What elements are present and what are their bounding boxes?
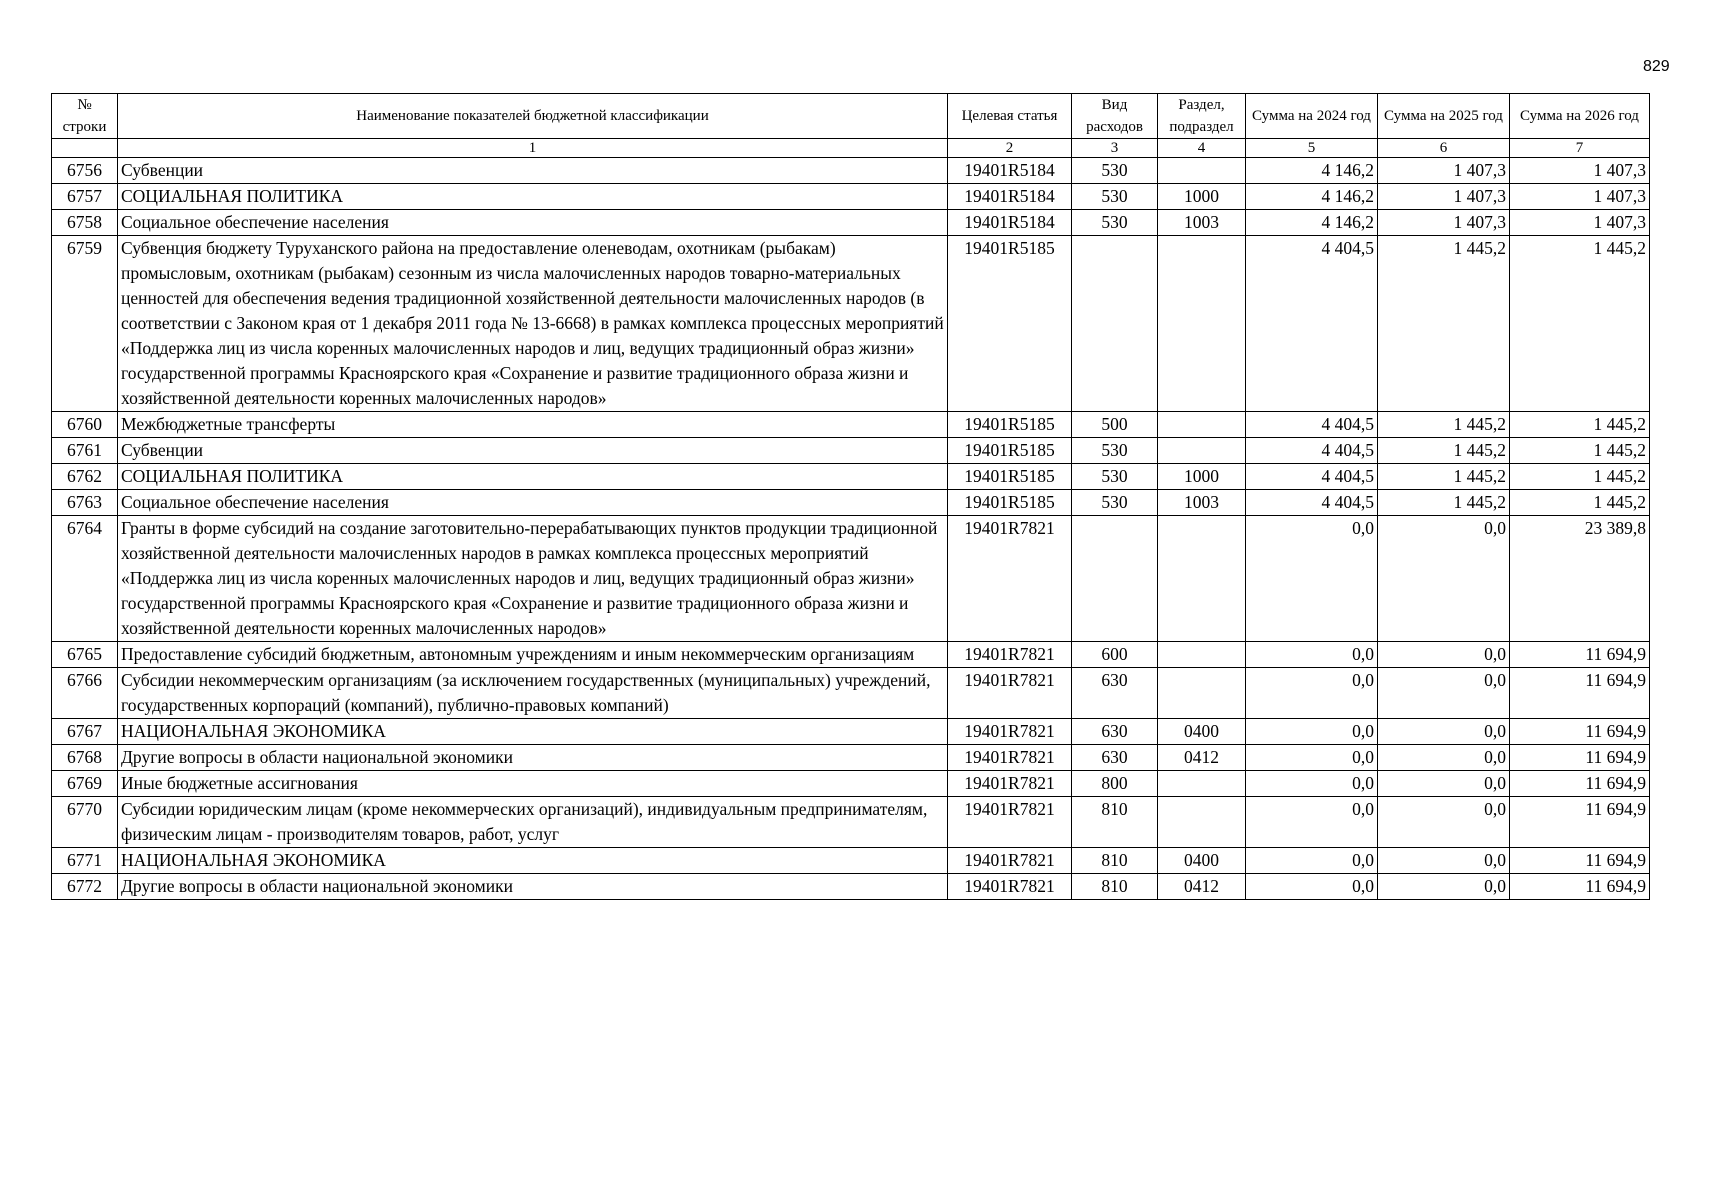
row-number: 6772 (52, 874, 118, 900)
row-sum-2024: 0,0 (1246, 642, 1378, 668)
row-sum-2025: 1 445,2 (1378, 236, 1510, 412)
row-expense-type: 800 (1072, 771, 1158, 797)
header-sum-2026: Сумма на 2026 год (1510, 94, 1650, 139)
row-sum-2024: 4 146,2 (1246, 184, 1378, 210)
row-target-code: 19401R7821 (948, 516, 1072, 642)
table-row (52, 642, 1650, 668)
row-sum-2024: 4 404,5 (1246, 490, 1378, 516)
row-target-code: 19401R7821 (948, 719, 1072, 745)
header-row-no: № строки (52, 94, 118, 139)
row-expense-type: 530 (1072, 490, 1158, 516)
row-target-code: 19401R5185 (948, 412, 1072, 438)
row-expense-type: 630 (1072, 719, 1158, 745)
header-sum-2024: Сумма на 2024 год (1246, 94, 1378, 139)
row-number: 6771 (52, 848, 118, 874)
row-sum-2025: 0,0 (1378, 848, 1510, 874)
row-name: Иные бюджетные ассигнования (118, 771, 948, 797)
row-sum-2025: 1 407,3 (1378, 158, 1510, 184)
table-body (52, 158, 1650, 900)
row-sum-2025: 1 407,3 (1378, 210, 1510, 236)
table-row (52, 412, 1650, 438)
row-target-code: 19401R5185 (948, 438, 1072, 464)
row-name: Субвенция бюджету Туруханского района на предоставление оленеводам, охотникам (рыбакам) промысловым, охотникам (рыбакам) сезонным из числа малочисленных народов товарно-материальных ценностей для обеспечения ведения традиционной хозяйственной деятельности малочисленных народов (в соответствии с Законом края от 1 декабря 2011 года № 13-6668) в рамках комплекса процессных мероприятий «Поддержка лиц из числа коренных малочисленных народов и лиц, ведущих традиционный образ жизни» государственной программы Красноярского края «Сохранение и развитие традиционного образа жизни и хозяйственной деятельности коренных малочисленных народов» (118, 236, 948, 412)
row-sum-2024: 4 404,5 (1246, 412, 1378, 438)
header-target: Целевая статья (948, 94, 1072, 139)
table-row (52, 668, 1650, 719)
row-name: Другие вопросы в области национальной экономики (118, 745, 948, 771)
row-name: Межбюджетные трансферты (118, 412, 948, 438)
header-vid: Вид расходов (1072, 94, 1158, 139)
row-name: Предоставление субсидий бюджетным, автономным учреждениям и иным некоммерческим организациям (118, 642, 948, 668)
row-sum-2026: 1 445,2 (1510, 464, 1650, 490)
page-number: 829 (1643, 58, 1670, 75)
row-number: 6766 (52, 668, 118, 719)
table-row (52, 848, 1650, 874)
row-sum-2025: 0,0 (1378, 874, 1510, 900)
row-target-code: 19401R5184 (948, 210, 1072, 236)
row-sum-2025: 1 445,2 (1378, 438, 1510, 464)
row-section (1158, 236, 1246, 412)
row-name: Социальное обеспечение населения (118, 210, 948, 236)
row-name: Субсидии некоммерческим организациям (за исключением государственных (муниципальных) учреждений, государственных корпораций (компаний), публично-правовых компаний) (118, 668, 948, 719)
row-name: Субсидии юридическим лицам (кроме некоммерческих организаций), индивидуальным предпринимателям, физическим лицам - производителям товаров, работ, услуг (118, 797, 948, 848)
table-row (52, 158, 1650, 184)
row-expense-type (1072, 236, 1158, 412)
row-number: 6761 (52, 438, 118, 464)
column-number: 2 (948, 139, 1072, 158)
row-sum-2026: 11 694,9 (1510, 668, 1650, 719)
row-sum-2024: 0,0 (1246, 874, 1378, 900)
row-name: СОЦИАЛЬНАЯ ПОЛИТИКА (118, 184, 948, 210)
row-target-code: 19401R5185 (948, 490, 1072, 516)
row-target-code: 19401R7821 (948, 848, 1072, 874)
row-number: 6767 (52, 719, 118, 745)
column-number: 1 (118, 139, 948, 158)
row-number: 6768 (52, 745, 118, 771)
row-sum-2025: 0,0 (1378, 771, 1510, 797)
row-target-code: 19401R7821 (948, 642, 1072, 668)
row-sum-2026: 1 407,3 (1510, 210, 1650, 236)
row-sum-2026: 23 389,8 (1510, 516, 1650, 642)
row-sum-2024: 0,0 (1246, 719, 1378, 745)
row-section: 1003 (1158, 210, 1246, 236)
row-number: 6758 (52, 210, 118, 236)
row-target-code: 19401R5185 (948, 464, 1072, 490)
row-number: 6762 (52, 464, 118, 490)
row-sum-2025: 1 445,2 (1378, 490, 1510, 516)
row-section (1158, 797, 1246, 848)
row-expense-type: 530 (1072, 464, 1158, 490)
row-section (1158, 438, 1246, 464)
row-section: 0400 (1158, 848, 1246, 874)
table-row (52, 438, 1650, 464)
row-section: 0400 (1158, 719, 1246, 745)
row-sum-2024: 0,0 (1246, 516, 1378, 642)
row-sum-2024: 4 404,5 (1246, 464, 1378, 490)
column-number-row (52, 139, 1650, 158)
row-section: 1003 (1158, 490, 1246, 516)
row-target-code: 19401R5184 (948, 184, 1072, 210)
row-expense-type: 600 (1072, 642, 1158, 668)
row-number: 6759 (52, 236, 118, 412)
row-section (1158, 158, 1246, 184)
row-section (1158, 516, 1246, 642)
row-expense-type: 810 (1072, 848, 1158, 874)
row-number: 6763 (52, 490, 118, 516)
row-expense-type (1072, 516, 1158, 642)
table-row (52, 874, 1650, 900)
row-number: 6760 (52, 412, 118, 438)
row-number: 6756 (52, 158, 118, 184)
row-sum-2025: 0,0 (1378, 668, 1510, 719)
row-section (1158, 642, 1246, 668)
row-sum-2026: 1 407,3 (1510, 184, 1650, 210)
column-number: 4 (1158, 139, 1246, 158)
row-section (1158, 668, 1246, 719)
row-sum-2024: 0,0 (1246, 797, 1378, 848)
row-sum-2024: 0,0 (1246, 668, 1378, 719)
row-expense-type: 530 (1072, 184, 1158, 210)
row-sum-2026: 11 694,9 (1510, 719, 1650, 745)
column-number: 5 (1246, 139, 1378, 158)
row-section (1158, 412, 1246, 438)
header-name: Наименование показателей бюджетной классификации (118, 94, 948, 139)
row-sum-2026: 1 407,3 (1510, 158, 1650, 184)
row-sum-2024: 4 146,2 (1246, 210, 1378, 236)
table-row (52, 464, 1650, 490)
table-row (52, 771, 1650, 797)
header-sum-2025: Сумма на 2025 год (1378, 94, 1510, 139)
row-section: 1000 (1158, 464, 1246, 490)
table-row (52, 797, 1650, 848)
row-sum-2026: 11 694,9 (1510, 771, 1650, 797)
row-section: 0412 (1158, 874, 1246, 900)
row-sum-2025: 1 445,2 (1378, 464, 1510, 490)
table-row (52, 516, 1650, 642)
row-target-code: 19401R5184 (948, 158, 1072, 184)
row-name: НАЦИОНАЛЬНАЯ ЭКОНОМИКА (118, 848, 948, 874)
row-sum-2026: 1 445,2 (1510, 438, 1650, 464)
row-sum-2026: 11 694,9 (1510, 797, 1650, 848)
row-sum-2025: 0,0 (1378, 642, 1510, 668)
row-expense-type: 530 (1072, 210, 1158, 236)
row-expense-type: 500 (1072, 412, 1158, 438)
row-expense-type: 530 (1072, 438, 1158, 464)
table-row (52, 719, 1650, 745)
row-sum-2024: 0,0 (1246, 745, 1378, 771)
row-name: Субвенции (118, 158, 948, 184)
column-number: 3 (1072, 139, 1158, 158)
row-number: 6765 (52, 642, 118, 668)
row-sum-2024: 4 404,5 (1246, 236, 1378, 412)
row-name: Социальное обеспечение населения (118, 490, 948, 516)
row-number: 6764 (52, 516, 118, 642)
column-number: 7 (1510, 139, 1650, 158)
row-sum-2026: 11 694,9 (1510, 874, 1650, 900)
row-sum-2024: 4 404,5 (1246, 438, 1378, 464)
row-expense-type: 630 (1072, 745, 1158, 771)
row-number: 6757 (52, 184, 118, 210)
column-number (52, 139, 118, 158)
row-sum-2026: 1 445,2 (1510, 490, 1650, 516)
row-section (1158, 771, 1246, 797)
row-name: Субвенции (118, 438, 948, 464)
row-target-code: 19401R7821 (948, 771, 1072, 797)
row-sum-2024: 0,0 (1246, 848, 1378, 874)
row-sum-2026: 11 694,9 (1510, 848, 1650, 874)
row-target-code: 19401R7821 (948, 797, 1072, 848)
table-row (52, 745, 1650, 771)
row-sum-2025: 0,0 (1378, 745, 1510, 771)
row-name: НАЦИОНАЛЬНАЯ ЭКОНОМИКА (118, 719, 948, 745)
table-row (52, 490, 1650, 516)
row-section: 1000 (1158, 184, 1246, 210)
row-expense-type: 810 (1072, 797, 1158, 848)
budget-table (51, 93, 1650, 900)
row-name: Другие вопросы в области национальной экономики (118, 874, 948, 900)
row-number: 6770 (52, 797, 118, 848)
row-target-code: 19401R7821 (948, 745, 1072, 771)
row-target-code: 19401R7821 (948, 668, 1072, 719)
row-expense-type: 530 (1072, 158, 1158, 184)
row-number: 6769 (52, 771, 118, 797)
header-row (52, 94, 1650, 139)
row-expense-type: 810 (1072, 874, 1158, 900)
table-row (52, 184, 1650, 210)
row-sum-2024: 4 146,2 (1246, 158, 1378, 184)
row-sum-2026: 11 694,9 (1510, 642, 1650, 668)
row-target-code: 19401R5185 (948, 236, 1072, 412)
column-number: 6 (1378, 139, 1510, 158)
row-sum-2024: 0,0 (1246, 771, 1378, 797)
row-sum-2025: 1 407,3 (1378, 184, 1510, 210)
header-razdel: Раздел, подраздел (1158, 94, 1246, 139)
row-expense-type: 630 (1072, 668, 1158, 719)
row-section: 0412 (1158, 745, 1246, 771)
row-target-code: 19401R7821 (948, 874, 1072, 900)
row-sum-2026: 1 445,2 (1510, 236, 1650, 412)
row-sum-2025: 0,0 (1378, 719, 1510, 745)
row-sum-2025: 0,0 (1378, 516, 1510, 642)
table-row (52, 236, 1650, 412)
row-sum-2026: 1 445,2 (1510, 412, 1650, 438)
row-sum-2025: 1 445,2 (1378, 412, 1510, 438)
row-name: СОЦИАЛЬНАЯ ПОЛИТИКА (118, 464, 948, 490)
table-row (52, 210, 1650, 236)
row-sum-2025: 0,0 (1378, 797, 1510, 848)
row-name: Гранты в форме субсидий на создание заготовительно-перерабатывающих пунктов продукции традиционной хозяйственной деятельности малочисленных народов в рамках комплекса процессных мероприятий «Поддержка лиц из числа коренных малочисленных народов и лиц, ведущих традиционный образ жизни» государственной программы Красноярского края «Сохранение и развитие традиционного образа жизни и хозяйственной деятельности коренных малочисленных народов» (118, 516, 948, 642)
row-sum-2026: 11 694,9 (1510, 745, 1650, 771)
